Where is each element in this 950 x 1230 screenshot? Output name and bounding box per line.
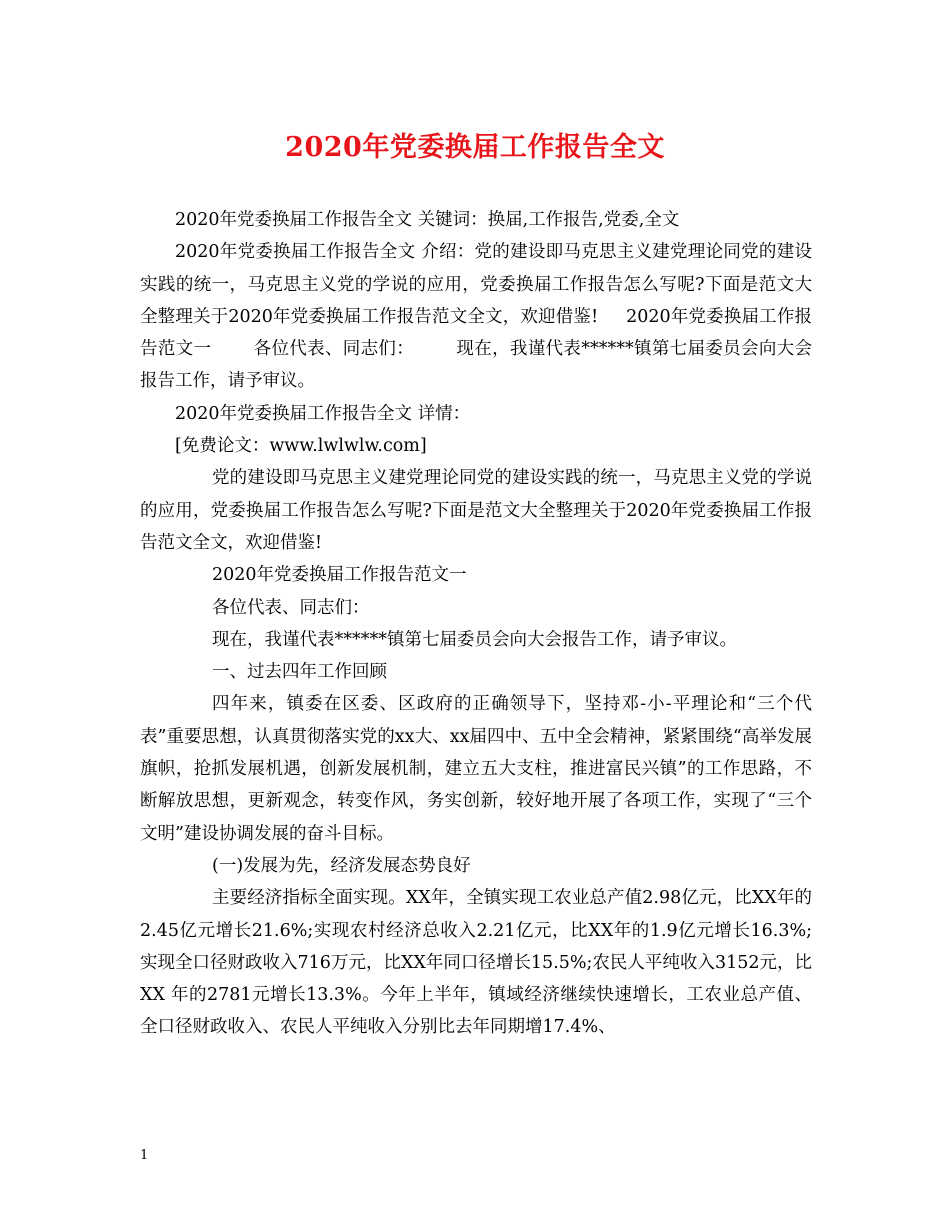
salutation: 各位代表、同志们： — [212, 597, 370, 618]
intro-sample-heading: 2020年党委换届工作报告范文一 — [140, 306, 812, 360]
document-body — [140, 204, 812, 1044]
intro-text: 2020年党委换届工作报告全文 介绍：党的建设即马克思主义建党理论同党的建设实践的统一，马克思主义党的学说的应用，党委换届工作报告怎么写呢?下面是范文大全整理关于2020年党委换届工作报告范文全文，欢迎借鉴! — [140, 242, 812, 327]
subsection-heading: (一)发展为先，经济发展态势良好 — [212, 855, 471, 876]
sample-heading: 2020年党委换届工作报告范文一 — [212, 565, 467, 586]
subsection-paragraph: 主要经济指标全面实现。XX年，全镇实现工农业总产值2.98亿元，比XX年的2.45亿元增长21.6%;实现农村经济总收入2.21亿元，比XX年的1.9亿元增长16.3%;实现全口径财政收入716万元，比XX年同口径增长15.5%;农民人平纯收入3152元，比XX 年的2781元增长13.3%。今年上半年，镇域经济继续快速增长，工农业总产值、全口径财政收入、农民人平纯收入分别比去年同期增17.4%、 — [140, 888, 812, 1038]
section-heading: 一、过去四年工作回顾 — [212, 662, 387, 683]
report-opening: 现在，我谨代表******镇第七届委员会向大会报告工作，请予审议。 — [212, 629, 737, 650]
page-number: 1 — [140, 1148, 149, 1163]
intro-opening: 现在，我谨代表******镇第七届委员会向大会报告工作，请予审议。 — [140, 339, 812, 392]
section-paragraph: 四年来，镇委在区委、区政府的正确领导下，坚持邓-小-平理论和“三个代表”重要思想，认真贯彻落实党的xx大、xx届四中、五中全会精神，紧紧围绕“高举发展旗帜，抢抓发展机遇，创新发展机制，建立五大支柱，推进富民兴镇”的工作思路，不断解放思想，更新观念，转变作风，务实创新，较好地开展了各项工作，实现了“三个文明”建设协调发展的奋斗目标。 — [140, 694, 812, 844]
intro-body-paragraph: 党的建设即马克思主义建党理论同党的建设实践的统一，马克思主义党的学说的应用，党委换届工作报告怎么写呢?下面是范文大全整理关于2020年党委换届工作报告范文全文，欢迎借鉴! — [140, 468, 812, 553]
intro-paragraph — [140, 236, 812, 397]
intro-salutation: 各位代表、同志们： — [253, 339, 415, 360]
source-line: [免费论文：www.lwlwlw.com] — [175, 436, 427, 457]
keywords-line: 2020年党委换届工作报告全文 关键词：换届,工作报告,党委,全文 — [175, 210, 680, 230]
details-line: 2020年党委换届工作报告全文 详情： — [175, 403, 471, 424]
document-title: 2020年党委换届工作报告全文 — [285, 132, 665, 163]
